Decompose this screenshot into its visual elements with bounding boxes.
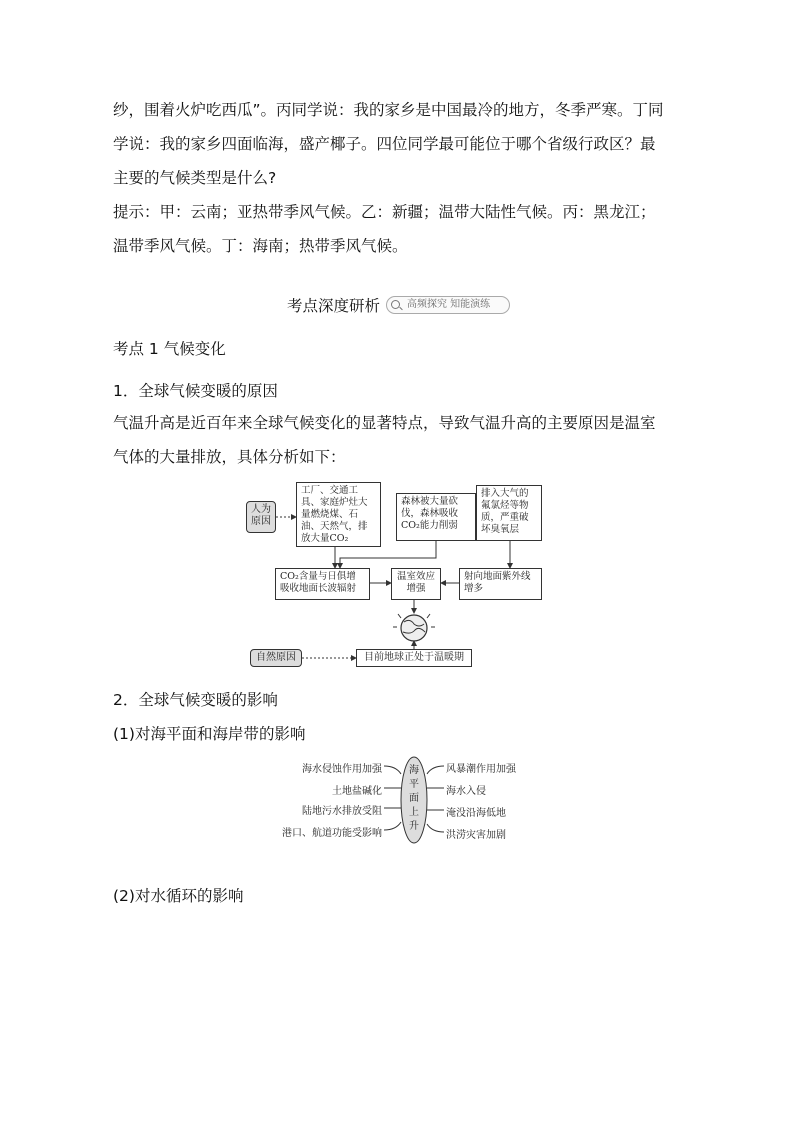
deforestation-box: 森林被大量砍伐，森林吸收CO₂能力削弱 (396, 493, 476, 541)
para-causes-2: 气体的大量排放，具体分析如下： (113, 448, 346, 466)
hint-line-1: 提示：甲：云南；亚热带季风气候。乙：新疆；温带大陆性气候。丙：黑龙江； (113, 203, 656, 221)
impact-right-3: 淹没沿海低地 (446, 808, 506, 819)
co2-box: CO₂含量与日俱增吸收地面长波辐射 (275, 568, 370, 600)
impact-right-1: 风暴潮作用加强 (446, 764, 516, 775)
impact-right-4: 洪涝灾害加剧 (446, 830, 506, 841)
section-badge-text: 高频探究 知能演练 (407, 299, 491, 310)
intro-line-1: 纱，围着火炉吃西瓜”。丙同学说：我的家乡是中国最冷的地方，冬季严寒。丁同 (113, 101, 664, 119)
sub-heading-sea-level: (1)对海平面和海岸带的影响 (113, 725, 306, 743)
intro-line-2: 学说：我的家乡四面临海，盛产椰子。四位同学最可能位于哪个省级行政区？最 (113, 135, 656, 153)
sea-level-rise-center: 海平面上升 (409, 765, 419, 832)
ozone-box: 排入大气的氟氯烃等物质，严重破坏臭氧层 (476, 485, 542, 541)
kaodian-title: 考点 1 气候变化 (113, 340, 226, 358)
impact-left-1: 海水侵蚀作用加强 (302, 764, 382, 775)
heading-causes: 1．全球气候变暖的原因 (113, 382, 278, 400)
para-causes-1: 气温升高是近百年来全球气候变化的显著特点，导致气温升高的主要原因是温室 (113, 414, 656, 432)
warm-period-box: 目前地球正处于温暖期 (356, 649, 472, 667)
greenhouse-box: 温室效应增强 (391, 568, 441, 600)
hint-line-2: 温带季风气候。丁：海南；热带季风气候。 (113, 237, 408, 255)
section-title: 考点深度研析 (287, 297, 381, 315)
impact-left-4: 港口、航道功能受影响 (282, 828, 382, 839)
natural-causes-box: 自然原因 (250, 649, 302, 667)
impact-right-2: 海水入侵 (446, 786, 486, 797)
heading-impacts: 2．全球气候变暖的影响 (113, 691, 278, 709)
human-causes-box: 人为原因 (246, 501, 276, 533)
uv-box: 射向地面紫外线增多 (459, 568, 542, 600)
fossil-fuel-box: 工厂、交通工具、家庭炉灶大量燃烧煤、石油、天然气，排放大量CO₂ (296, 482, 381, 547)
impact-left-2: 土地盐碱化 (332, 786, 382, 797)
impact-left-3: 陆地污水排放受阻 (302, 806, 382, 817)
sub-heading-water-cycle: (2)对水循环的影响 (113, 887, 244, 905)
intro-line-3: 主要的气候类型是什么? (113, 169, 277, 187)
